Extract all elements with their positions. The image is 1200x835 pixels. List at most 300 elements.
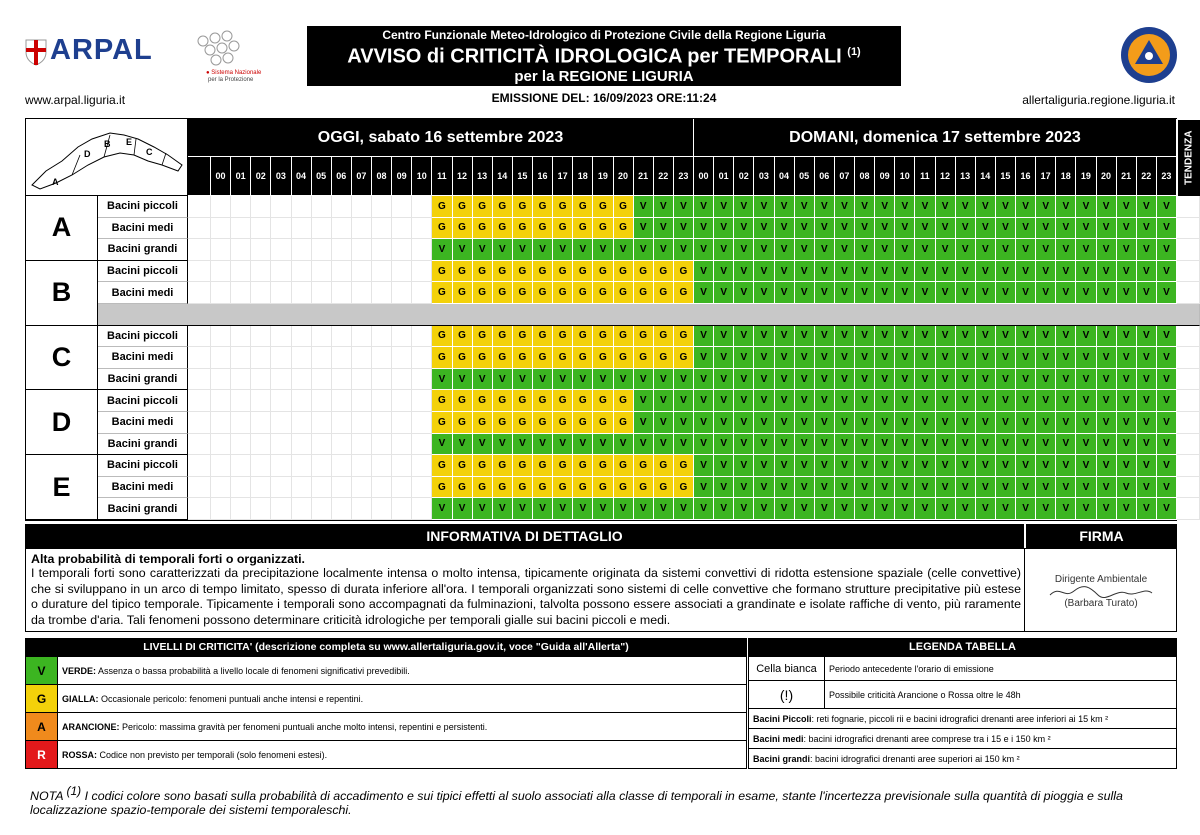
hour-header: 16 xyxy=(1016,157,1036,196)
white-cell xyxy=(372,347,392,369)
green-cell: V xyxy=(915,218,935,240)
green-cell: V xyxy=(956,261,976,283)
tendenza-cell xyxy=(1177,326,1200,348)
white-cell xyxy=(392,477,412,499)
livello-name: VERDE: xyxy=(62,665,97,676)
white-cell xyxy=(312,261,332,283)
white-cell xyxy=(251,455,271,477)
green-cell: V xyxy=(432,434,452,456)
white-cell xyxy=(312,477,332,499)
yellow-cell: G xyxy=(453,196,473,218)
hour-header: 01 xyxy=(714,157,734,196)
white-cell xyxy=(312,239,332,261)
green-cell: V xyxy=(714,498,734,520)
green-cell: V xyxy=(734,196,754,218)
green-cell: V xyxy=(895,282,915,304)
yellow-cell: G xyxy=(573,261,593,283)
yellow-cell: G xyxy=(634,282,654,304)
yellow-cell: G xyxy=(573,477,593,499)
green-cell: V xyxy=(996,455,1016,477)
yellow-cell: G xyxy=(593,412,613,434)
green-cell: V xyxy=(754,261,774,283)
yellow-cell: G xyxy=(654,477,674,499)
yellow-cell: G xyxy=(533,261,553,283)
white-cell xyxy=(211,369,231,391)
green-cell: V xyxy=(1036,412,1056,434)
green-cell: V xyxy=(875,455,895,477)
green-cell: V xyxy=(1036,455,1056,477)
yellow-cell: G xyxy=(513,282,533,304)
green-cell: V xyxy=(815,412,835,434)
green-cell: V xyxy=(1137,239,1157,261)
green-cell: V xyxy=(895,218,915,240)
white-cell xyxy=(292,196,312,218)
white-cell xyxy=(332,434,352,456)
green-cell: V xyxy=(734,412,754,434)
green-cell: V xyxy=(1097,390,1117,412)
green-cell: V xyxy=(795,477,815,499)
green-cell: V xyxy=(553,498,573,520)
green-cell: V xyxy=(855,434,875,456)
yellow-cell: G xyxy=(573,390,593,412)
green-cell: V xyxy=(956,369,976,391)
green-cell: V xyxy=(1117,196,1137,218)
green-cell: V xyxy=(795,218,815,240)
title-banner xyxy=(307,26,901,86)
livello-desc xyxy=(58,685,747,713)
green-cell: V xyxy=(936,347,956,369)
green-cell: V xyxy=(634,239,654,261)
white-cell xyxy=(412,347,432,369)
green-cell: V xyxy=(432,498,452,520)
green-cell: V xyxy=(1157,477,1177,499)
white-cell xyxy=(332,498,352,520)
hour-header: 01 xyxy=(231,157,251,196)
informativa-heading: Alta probabilità di temporali forti o organizzati. xyxy=(31,552,305,566)
green-cell: V xyxy=(654,218,674,240)
green-cell: V xyxy=(936,390,956,412)
green-cell: V xyxy=(1036,498,1056,520)
livello-name: GIALLA: xyxy=(62,693,99,704)
green-cell: V xyxy=(1016,347,1036,369)
white-cell xyxy=(271,218,291,240)
green-cell: V xyxy=(895,498,915,520)
tendenza-cell xyxy=(1177,282,1200,304)
yellow-cell: G xyxy=(493,412,513,434)
firma-title: FIRMA xyxy=(1026,524,1177,548)
green-cell: V xyxy=(1036,196,1056,218)
white-cell xyxy=(211,239,231,261)
tendenza-cell xyxy=(1177,369,1200,391)
green-cell: V xyxy=(976,239,996,261)
green-cell: V xyxy=(734,477,754,499)
white-cell xyxy=(312,455,332,477)
green-cell: V xyxy=(1097,412,1117,434)
svg-text:● Sistema Nazionale: ● Sistema Nazionale xyxy=(206,70,262,76)
green-cell: V xyxy=(815,434,835,456)
green-cell: V xyxy=(795,282,815,304)
white-cell xyxy=(312,434,332,456)
green-cell: V xyxy=(1076,369,1096,391)
green-cell: V xyxy=(1056,196,1076,218)
basin-label: Bacini medi xyxy=(98,347,188,369)
white-cell xyxy=(412,196,432,218)
green-cell: V xyxy=(1097,434,1117,456)
green-cell: V xyxy=(835,218,855,240)
white-cell xyxy=(372,261,392,283)
white-cell xyxy=(332,369,352,391)
legenda-basin-text: : bacini idrografici drenanti aree comprese tra i 15 e i 150 km ² xyxy=(803,733,1051,744)
green-cell: V xyxy=(734,239,754,261)
green-cell: V xyxy=(795,347,815,369)
white-cell xyxy=(352,239,372,261)
white-cell xyxy=(312,498,332,520)
green-cell: V xyxy=(855,455,875,477)
green-cell: V xyxy=(936,434,956,456)
green-cell: V xyxy=(915,498,935,520)
green-cell: V xyxy=(815,282,835,304)
white-cell xyxy=(271,390,291,412)
green-cell: V xyxy=(694,369,714,391)
green-cell: V xyxy=(815,498,835,520)
green-cell: V xyxy=(593,239,613,261)
basin-label: Bacini grandi xyxy=(98,498,188,520)
green-cell: V xyxy=(915,434,935,456)
white-cell xyxy=(251,369,271,391)
tendenza-cell xyxy=(1177,455,1200,477)
green-cell: V xyxy=(775,390,795,412)
green-cell: V xyxy=(1097,196,1117,218)
emission-date: EMISSIONE DEL: 16/09/2023 ORE:11:24 xyxy=(491,91,717,105)
green-cell: V xyxy=(956,196,976,218)
yellow-cell: G xyxy=(513,218,533,240)
green-cell: V xyxy=(473,434,493,456)
green-cell: V xyxy=(855,477,875,499)
green-cell: V xyxy=(915,455,935,477)
informativa-title: INFORMATIVA DI DETTAGLIO xyxy=(25,524,1024,548)
green-cell: V xyxy=(694,282,714,304)
hour-header: 08 xyxy=(372,157,392,196)
white-cell xyxy=(231,282,251,304)
arpal-logo xyxy=(25,38,47,66)
green-cell: V xyxy=(754,282,774,304)
white-cell xyxy=(332,477,352,499)
white-cell xyxy=(412,434,432,456)
hour-header: 14 xyxy=(976,157,996,196)
green-cell: V xyxy=(996,434,1016,456)
white-cell xyxy=(372,239,392,261)
green-cell: V xyxy=(734,434,754,456)
green-cell: V xyxy=(875,369,895,391)
green-cell: V xyxy=(634,369,654,391)
green-cell: V xyxy=(714,369,734,391)
map-label-b: B xyxy=(103,139,110,149)
nota xyxy=(30,784,1180,817)
nota-ref: (1) xyxy=(66,784,82,798)
yellow-cell: G xyxy=(513,455,533,477)
white-cell xyxy=(292,390,312,412)
green-cell: V xyxy=(996,239,1016,261)
white-cell xyxy=(412,239,432,261)
basin-label: Bacini piccoli xyxy=(98,390,188,412)
green-cell: V xyxy=(936,326,956,348)
legenda-row xyxy=(749,657,1177,681)
white-cell xyxy=(332,326,352,348)
green-cell: V xyxy=(1157,326,1177,348)
green-cell: V xyxy=(734,326,754,348)
yellow-cell: G xyxy=(493,347,513,369)
green-cell: V xyxy=(915,390,935,412)
green-cell: V xyxy=(734,369,754,391)
white-cell xyxy=(292,261,312,283)
white-cell xyxy=(332,412,352,434)
green-cell: V xyxy=(915,196,935,218)
green-cell: V xyxy=(875,282,895,304)
green-cell: V xyxy=(674,390,694,412)
green-cell: V xyxy=(936,239,956,261)
green-cell: V xyxy=(1117,347,1137,369)
green-cell: V xyxy=(674,434,694,456)
green-cell: V xyxy=(714,455,734,477)
green-cell: V xyxy=(513,239,533,261)
green-cell: V xyxy=(473,239,493,261)
white-cell xyxy=(392,218,412,240)
yellow-cell: G xyxy=(573,326,593,348)
green-cell: V xyxy=(593,369,613,391)
green-cell: V xyxy=(915,282,935,304)
green-cell: V xyxy=(855,239,875,261)
green-cell: V xyxy=(674,369,694,391)
white-cell xyxy=(231,455,251,477)
green-cell: V xyxy=(895,477,915,499)
empty-cell xyxy=(188,390,211,412)
yellow-cell: G xyxy=(432,477,452,499)
green-cell: V xyxy=(976,498,996,520)
green-cell: V xyxy=(1036,218,1056,240)
white-cell xyxy=(211,282,231,304)
white-cell xyxy=(312,282,332,304)
green-cell: V xyxy=(1016,455,1036,477)
green-cell: V xyxy=(976,196,996,218)
avviso-title-text: AVVISO di CRITICITÀ IDROLOGICA per TEMPORALI xyxy=(347,45,842,68)
green-cell: V xyxy=(956,326,976,348)
green-cell: V xyxy=(714,282,734,304)
green-cell: V xyxy=(895,347,915,369)
green-cell: V xyxy=(493,239,513,261)
hour-header: 22 xyxy=(654,157,674,196)
green-cell: V xyxy=(815,455,835,477)
yellow-cell: G xyxy=(513,347,533,369)
green-cell: V xyxy=(976,218,996,240)
green-cell: V xyxy=(855,326,875,348)
green-cell: V xyxy=(493,434,513,456)
yellow-cell: G xyxy=(634,326,654,348)
green-cell: V xyxy=(694,261,714,283)
white-cell xyxy=(231,261,251,283)
hour-header: 21 xyxy=(1117,157,1137,196)
green-cell: V xyxy=(875,412,895,434)
green-cell: V xyxy=(875,477,895,499)
yellow-cell: G xyxy=(573,196,593,218)
green-cell: V xyxy=(1076,455,1096,477)
white-cell xyxy=(372,196,392,218)
yellow-cell: G xyxy=(493,477,513,499)
yellow-cell: G xyxy=(593,326,613,348)
empty-cell xyxy=(188,239,211,261)
green-cell: V xyxy=(1117,412,1137,434)
basin-label: Bacini grandi xyxy=(98,239,188,261)
green-cell: V xyxy=(714,196,734,218)
hour-header: 19 xyxy=(1076,157,1096,196)
hour-header: 10 xyxy=(895,157,915,196)
green-cell: V xyxy=(795,261,815,283)
green-cell: V xyxy=(553,369,573,391)
tendenza-cell xyxy=(1177,390,1200,412)
green-cell: V xyxy=(815,196,835,218)
green-cell: V xyxy=(775,369,795,391)
hour-header: 11 xyxy=(915,157,935,196)
yellow-cell: G xyxy=(473,261,493,283)
hour-header: 16 xyxy=(533,157,553,196)
basin-label: Bacini piccoli xyxy=(98,326,188,348)
yellow-cell: G xyxy=(614,455,634,477)
empty-cell xyxy=(188,326,211,348)
green-cell: V xyxy=(775,326,795,348)
green-cell: V xyxy=(815,390,835,412)
yellow-cell: G xyxy=(674,282,694,304)
white-cell xyxy=(251,434,271,456)
hour-header: 13 xyxy=(473,157,493,196)
green-cell: V xyxy=(775,477,795,499)
green-cell: V xyxy=(714,477,734,499)
green-cell: V xyxy=(996,390,1016,412)
yellow-cell: G xyxy=(432,261,452,283)
yellow-cell: G xyxy=(493,390,513,412)
green-cell: V xyxy=(493,498,513,520)
legenda-basin-row xyxy=(749,709,1177,729)
green-cell: V xyxy=(473,498,493,520)
white-cell xyxy=(352,326,372,348)
legenda-value: Possibile criticità Arancione o Rossa oltre le 48h xyxy=(825,681,1177,709)
green-cell: V xyxy=(1056,498,1076,520)
green-cell: V xyxy=(1117,477,1137,499)
green-cell: V xyxy=(795,239,815,261)
green-cell: V xyxy=(533,369,553,391)
white-cell xyxy=(392,282,412,304)
green-cell: V xyxy=(694,455,714,477)
empty-cell xyxy=(188,196,211,218)
green-cell: V xyxy=(714,326,734,348)
green-cell: V xyxy=(795,412,815,434)
green-cell: V xyxy=(936,477,956,499)
white-cell xyxy=(312,196,332,218)
nota-text: I codici colore sono basati sulla probabilità di accadimento e sui tipici effetti al suolo associati alla classe di temporali in esame, stante l'incertezza previsionale sulla quantità di pioggia e sulla localizzazione spazio-temporale dei sistemi temporaleschi. xyxy=(30,789,1123,818)
green-cell: V xyxy=(815,239,835,261)
green-cell: V xyxy=(1036,477,1056,499)
white-cell xyxy=(211,498,231,520)
green-cell: V xyxy=(714,261,734,283)
hour-header: 06 xyxy=(815,157,835,196)
white-cell xyxy=(392,326,412,348)
green-cell: V xyxy=(754,390,774,412)
green-cell: V xyxy=(956,477,976,499)
green-cell: V xyxy=(996,261,1016,283)
green-cell: V xyxy=(694,498,714,520)
green-cell: V xyxy=(915,261,935,283)
white-cell xyxy=(271,326,291,348)
green-cell: V xyxy=(976,369,996,391)
green-cell: V xyxy=(835,412,855,434)
green-cell: V xyxy=(915,477,935,499)
green-cell: V xyxy=(674,498,694,520)
white-cell xyxy=(231,434,251,456)
yellow-cell: G xyxy=(533,282,553,304)
yellow-cell: G xyxy=(674,477,694,499)
green-cell: V xyxy=(654,434,674,456)
snpa-logo xyxy=(188,26,280,86)
yellow-cell: G xyxy=(513,261,533,283)
empty-cell xyxy=(188,218,211,240)
nota-label: NOTA xyxy=(30,789,64,804)
green-cell: V xyxy=(956,390,976,412)
yellow-cell: G xyxy=(573,347,593,369)
green-cell: V xyxy=(1036,261,1056,283)
green-cell: V xyxy=(513,369,533,391)
green-cell: V xyxy=(996,498,1016,520)
white-cell xyxy=(312,369,332,391)
yellow-cell: G xyxy=(553,282,573,304)
green-cell: V xyxy=(754,412,774,434)
yellow-cell: G xyxy=(432,196,452,218)
hour-header: 21 xyxy=(634,157,654,196)
yellow-cell: G xyxy=(593,282,613,304)
green-cell: V xyxy=(1137,477,1157,499)
green-cell: V xyxy=(976,282,996,304)
green-cell: V xyxy=(1137,196,1157,218)
green-cell: V xyxy=(875,347,895,369)
zone-label: E xyxy=(26,455,98,520)
green-cell: V xyxy=(1076,347,1096,369)
yellow-cell: G xyxy=(453,390,473,412)
yellow-cell: G xyxy=(453,347,473,369)
green-cell: V xyxy=(875,218,895,240)
allerta-link[interactable]: allertaliguria.regione.liguria.it xyxy=(1022,93,1175,107)
green-cell: V xyxy=(815,347,835,369)
green-cell: V xyxy=(855,412,875,434)
hour-header: 03 xyxy=(271,157,291,196)
green-cell: V xyxy=(1137,261,1157,283)
hour-header: 23 xyxy=(1157,157,1177,196)
centro-funzionale: Centro Funzionale Meteo-Idrologico di Protezione Civile della Regione Liguria xyxy=(382,28,826,42)
green-cell: V xyxy=(754,326,774,348)
legenda-basin-row xyxy=(749,729,1177,749)
green-cell: V xyxy=(895,434,915,456)
green-cell: V xyxy=(1097,261,1117,283)
green-cell: V xyxy=(855,218,875,240)
white-cell xyxy=(271,455,291,477)
green-cell: V xyxy=(553,434,573,456)
green-cell: V xyxy=(775,434,795,456)
white-cell xyxy=(271,196,291,218)
white-cell xyxy=(412,412,432,434)
tendenza-cell xyxy=(1177,347,1200,369)
arpal-link[interactable]: www.arpal.liguria.it xyxy=(25,93,126,107)
green-cell: V xyxy=(654,498,674,520)
yellow-cell: G xyxy=(533,196,553,218)
white-cell xyxy=(312,390,332,412)
legenda-basin-key: Bacini medi xyxy=(753,733,804,744)
green-cell: V xyxy=(734,390,754,412)
